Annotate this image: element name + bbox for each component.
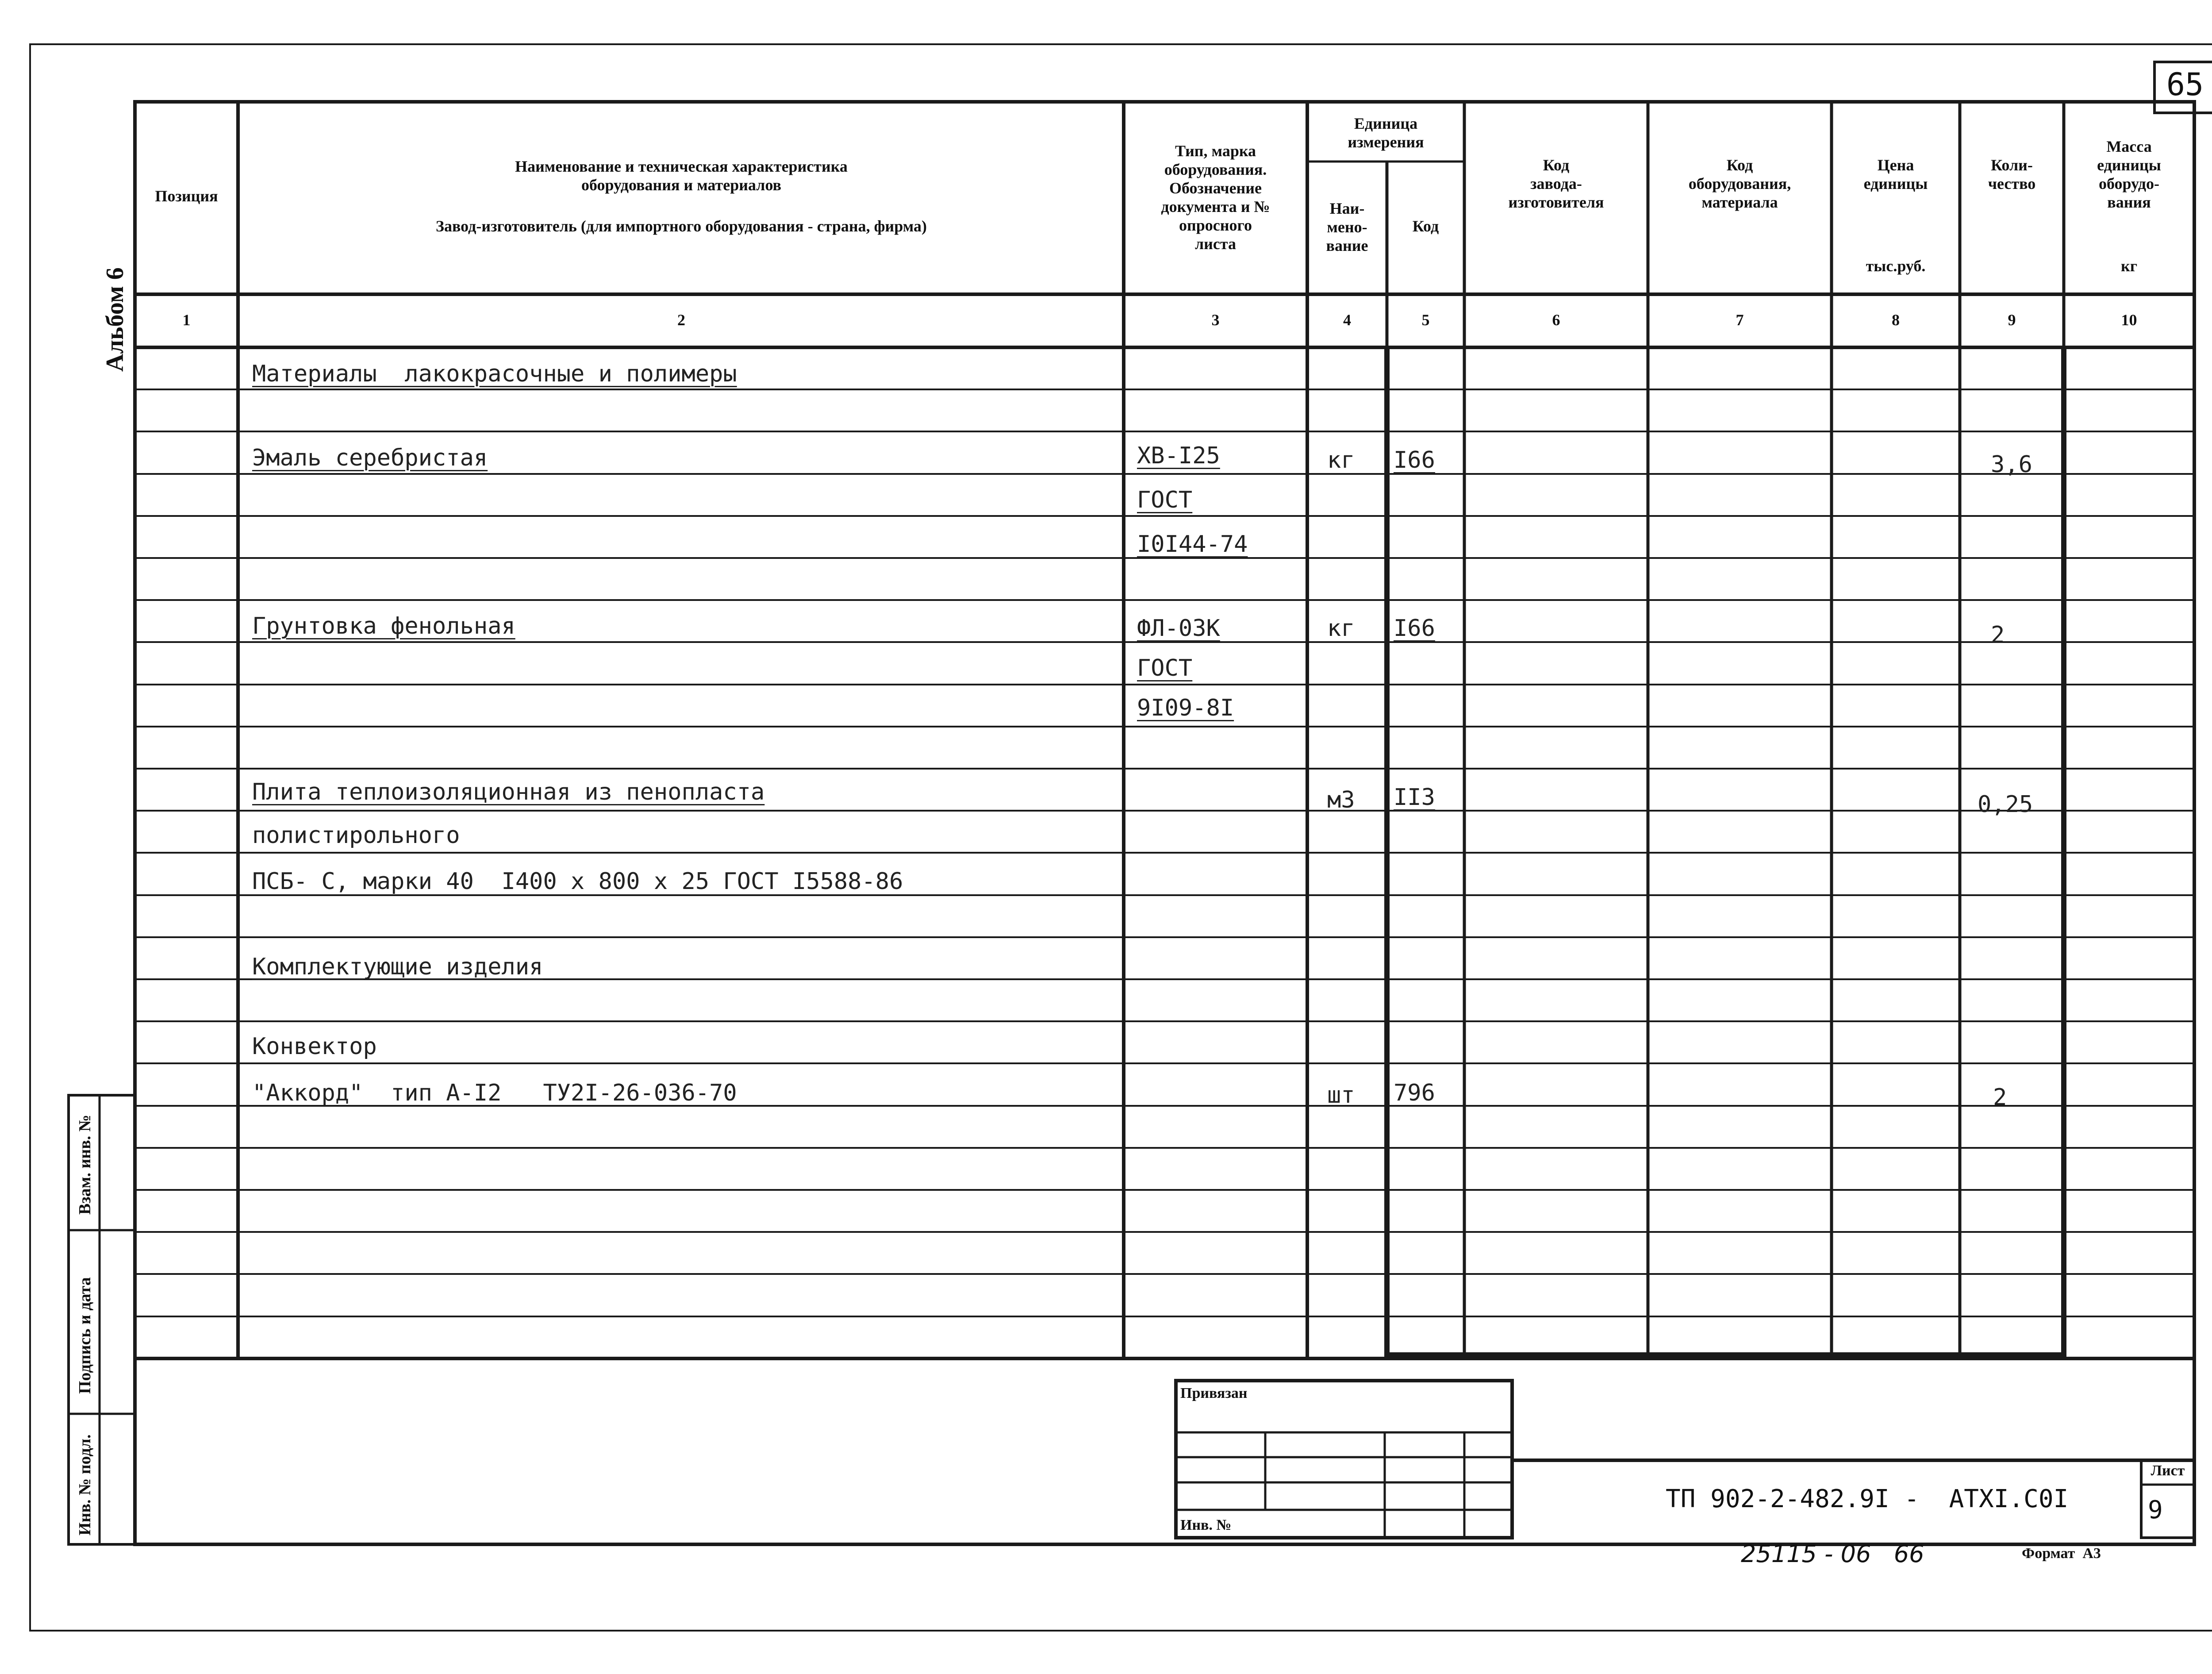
sheet-number: 9 [2148,1496,2163,1524]
col8-header [1832,156,1960,193]
col10-line: вания [2107,193,2151,211]
unit-group-line: измерения [1348,133,1424,151]
col9-line: чество [1988,175,2036,192]
col8-unit: тыс.руб. [1866,257,1926,275]
plate-name-2: полистирольного [252,822,460,849]
convector-qty: 2 [1993,1084,2007,1111]
primer-unit: кг [1327,615,1355,642]
col10-unit: кг [2120,257,2138,275]
format-label: Формат А3 [2022,1545,2101,1562]
col4-line: вание [1326,237,1368,254]
primer-type-1: ФЛ-03К [1137,615,1220,642]
enamel-name: Эмаль серебристая [252,445,488,471]
col-number: 6 [1552,311,1560,329]
primer-type-3: 9I09-8I [1137,695,1234,721]
plate-code: II3 [1394,784,1435,811]
col7-line: материала [1701,193,1778,211]
col-number: 10 [2121,311,2137,329]
col-number: 8 [1892,311,1900,329]
col6-line: изготовителя [1508,193,1604,211]
col3-line: документа и № [1161,198,1270,216]
col-number: 2 [677,311,685,329]
col3-header [1124,142,1307,253]
col7-line: оборудования, [1688,175,1791,192]
plate-name-1: Плита теплоизоляционная из пенопласта [252,779,765,805]
col2-header-line1: Наименование и техническая характеристика [515,158,848,175]
col2-header-line3: Завод-изготовитель (для импортного оборудования - страна, фирма) [435,217,927,235]
col9-header [1960,156,2064,193]
col-number: 1 [182,311,191,329]
col6-header [1464,156,1648,212]
inv-no-label: Инв. № [1180,1517,1232,1533]
bound-label: Привязан [1180,1385,1248,1401]
col-number: 3 [1211,311,1220,329]
col3-line: Тип, марка [1175,142,1256,160]
col-number: 7 [1736,311,1744,329]
handwritten-note: 25115 - 06 66 [1741,1540,1924,1568]
stamp-inv-original: Инв. № подл. [76,1434,94,1535]
primer-type-2: ГОСТ [1137,655,1193,681]
col4-header [1307,199,1387,255]
convector-unit: шт [1327,1082,1355,1108]
col3-line: листа [1194,235,1237,253]
convector-code: 796 [1394,1080,1435,1106]
col3-line: опросного [1179,216,1252,234]
col6-line: Код [1543,156,1570,174]
enamel-qty: 3,6 [1991,451,2032,478]
section-title-paints: Материалы лакокрасочные и полимеры [252,361,737,387]
col6-line: завода- [1530,175,1582,192]
convector-name-1: Конвектор [252,1033,377,1060]
col10-line: единицы [2097,156,2161,174]
col7-header [1648,156,1832,212]
col9-line: Коли- [1991,156,2033,174]
enamel-type-1: ХВ-I25 [1137,443,1220,469]
enamel-type-2: ГОСТ [1137,487,1193,513]
col5-header: Код [1412,217,1439,235]
enamel-code: I66 [1394,447,1435,473]
primer-name: Грунтовка фенольная [252,613,515,639]
plate-unit: м3 [1327,787,1355,813]
col-number: 4 [1343,311,1351,329]
sheet-label: Лист [2151,1462,2185,1479]
unit-group-header [1307,114,1464,151]
enamel-type-3: I0I44-74 [1137,531,1248,558]
col3-line: оборудования. [1164,161,1267,178]
col4-line: Наи- [1329,200,1365,217]
document-code: ТП 902-2-482.9I - АТХI.С0I [1666,1485,2069,1513]
unit-group-line: Единица [1354,115,1418,132]
album-label: Альбом 6 [101,267,129,372]
col10-line: Масса [2106,138,2152,155]
col4-line: мено- [1327,218,1367,236]
primer-code: I66 [1394,615,1435,642]
stamp-replace-inv: Взам. инв. № [76,1115,94,1215]
plate-qty: 0,25 [1978,791,2033,818]
page-number: 65 [2166,66,2204,103]
section-title-components: Комплектующие изделия [252,954,543,980]
col-number: 5 [1421,311,1430,329]
col-number: 9 [2008,311,2016,329]
col7-line: Код [1726,156,1753,174]
col10-header [2064,137,2194,212]
stamp-signature-date: Подпись и дата [76,1277,94,1394]
col1-header: Позиция [155,187,218,205]
col10-line: оборудо- [2098,175,2159,192]
primer-qty: 2 [1991,622,2005,648]
col2-header-line2: оборудования и материалов [581,176,782,194]
convector-name-2: "Аккорд" тип А-I2 ТУ2I-26-036-70 [252,1080,737,1106]
col8-line: единицы [1863,175,1928,192]
enamel-unit: кг [1327,447,1355,473]
plate-name-3: ПСБ- С, марки 40 I400 х 800 х 25 ГОСТ I5588-86 [252,868,903,895]
col8-line: Цена [1877,156,1914,174]
col3-line: Обозначение [1169,179,1262,197]
